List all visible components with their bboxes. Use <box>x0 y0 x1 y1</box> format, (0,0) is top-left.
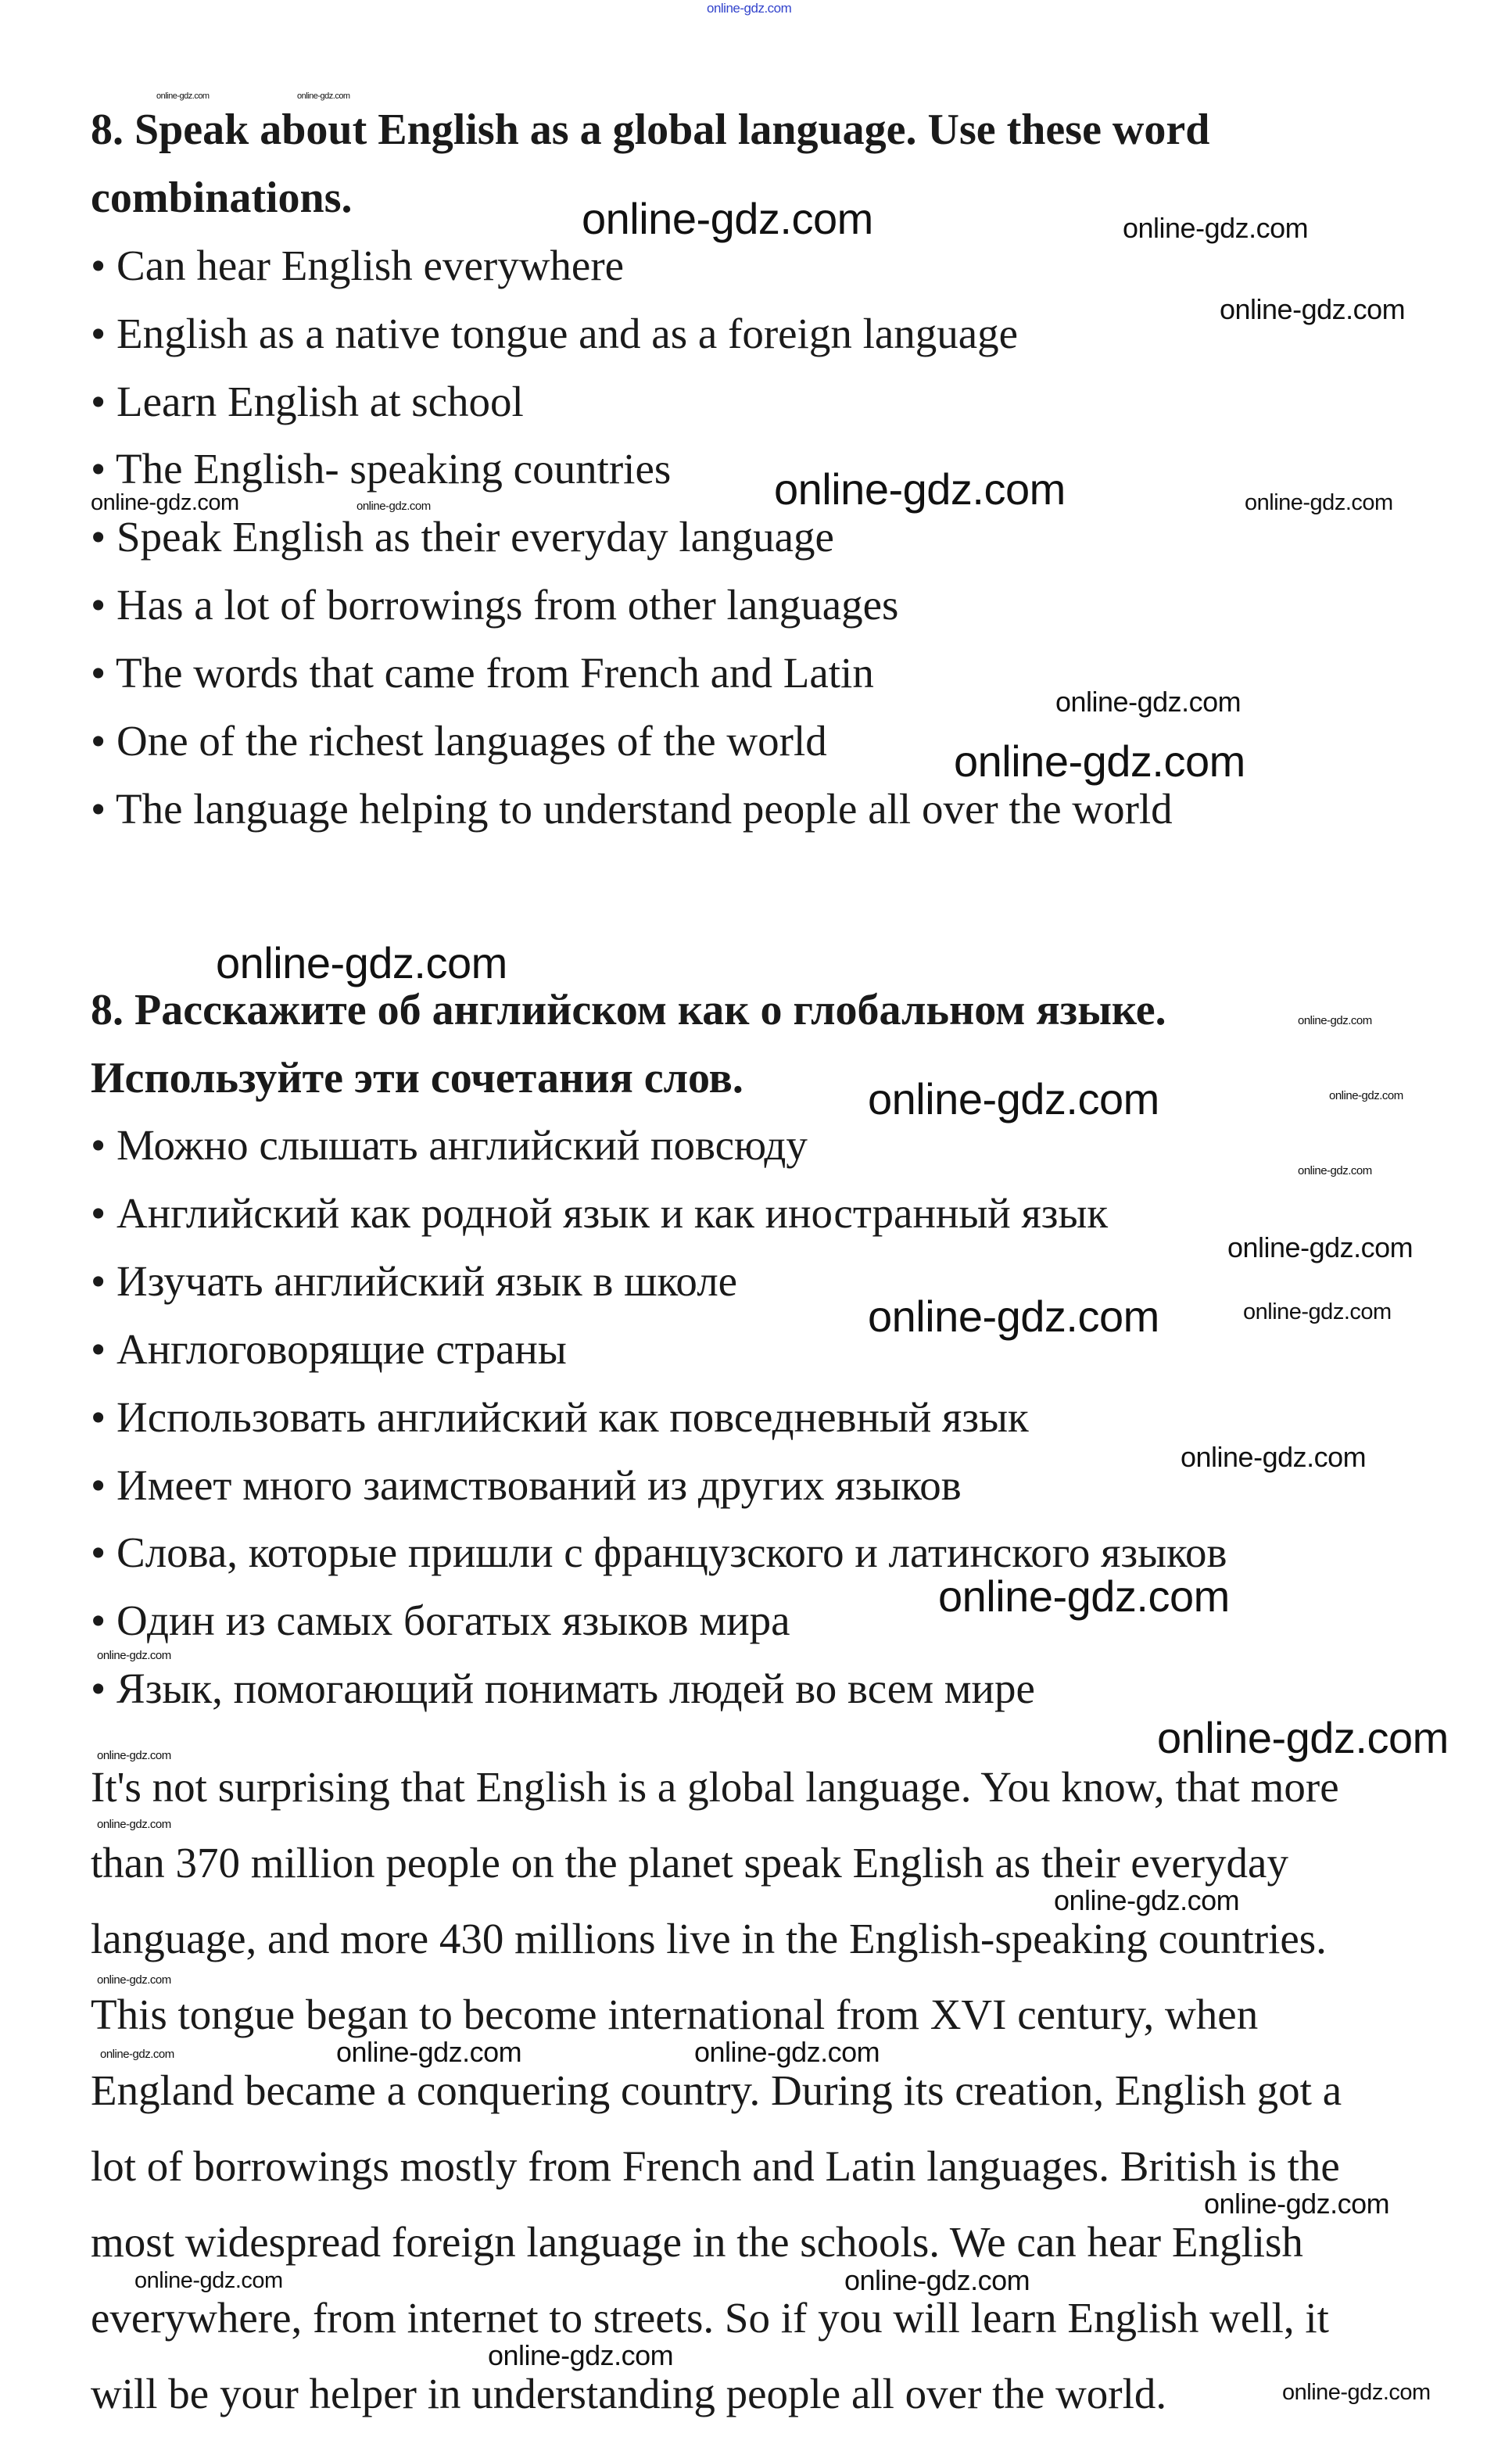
watermark: online-gdz.com <box>1282 2380 1431 2405</box>
essay-line: England became a conquering country. During its creation, English got a <box>91 2066 1342 2114</box>
watermark: online-gdz.com <box>1055 686 1241 718</box>
list-item: • The language helping to understand people all over the world <box>91 785 1173 833</box>
watermark: online-gdz.com <box>1298 1014 1372 1027</box>
essay-line: than 370 million people on the planet speak English as their everyday <box>91 1839 1288 1887</box>
list-item: • Learn English at school <box>91 378 524 425</box>
task-heading-ru: 8. Расскажите об английском как о глобальном языке. <box>91 986 1166 1034</box>
list-item: • Можно слышать английский повсюду <box>91 1121 808 1169</box>
list-item: • One of the richest languages of the world <box>91 717 827 765</box>
watermark: online-gdz.com <box>297 91 350 101</box>
watermark: online-gdz.com <box>868 1074 1159 1123</box>
list-item: • Язык, помогающий понимать людей во всем мире <box>91 1665 1035 1712</box>
watermark: online-gdz.com <box>488 2339 674 2371</box>
list-item: • Has a lot of borrowings from other languages <box>91 581 899 629</box>
essay-line: will be your helper in understanding people all over the world. <box>91 2370 1167 2417</box>
list-item: • The English- speaking countries <box>91 445 672 493</box>
watermark: online-gdz.com <box>938 1571 1230 1621</box>
watermark: online-gdz.com <box>216 938 507 987</box>
watermark: online-gdz.com <box>97 1973 171 1987</box>
list-item: • Имеет много заимствований из других языков <box>91 1461 962 1509</box>
list-item: • Англоговорящие страны <box>91 1325 567 1373</box>
watermark: online-gdz.com <box>707 1 792 16</box>
watermark: online-gdz.com <box>844 2264 1030 2296</box>
watermark: online-gdz.com <box>134 2268 283 2293</box>
list-item: • Английский как родной язык и как иностранный язык <box>91 1189 1109 1237</box>
essay-line: lot of borrowings mostly from French and Latin languages. British is the <box>91 2142 1340 2190</box>
list-item: • Слова, которые пришли с французского и латинского языков <box>91 1528 1227 1576</box>
essay-line: This tongue began to become international from XVI century, when <box>91 1991 1259 2038</box>
watermark: online-gdz.com <box>357 500 431 513</box>
watermark: online-gdz.com <box>694 2036 880 2068</box>
watermark: online-gdz.com <box>1245 490 1393 515</box>
watermark: online-gdz.com <box>1298 1164 1372 1177</box>
essay-line: most widespread foreign language in the schools. We can hear English <box>91 2218 1303 2266</box>
watermark: online-gdz.com <box>774 464 1066 514</box>
list-item: • Speak English as their everyday language <box>91 513 834 561</box>
watermark: online-gdz.com <box>100 2048 174 2061</box>
list-item: • Использовать английский как повседневный язык <box>91 1393 1029 1441</box>
watermark: online-gdz.com <box>1243 1299 1392 1324</box>
watermark: online-gdz.com <box>1054 1884 1240 1916</box>
watermark: online-gdz.com <box>1157 1713 1449 1762</box>
task-heading-en: combinations. <box>91 174 353 222</box>
watermark: online-gdz.com <box>582 194 873 243</box>
watermark: online-gdz.com <box>1220 293 1406 325</box>
essay-line: language, and more 430 millions live in the English-speaking countries. <box>91 1915 1327 1962</box>
watermark: online-gdz.com <box>954 736 1245 786</box>
watermark: online-gdz.com <box>1329 1089 1403 1102</box>
watermark: online-gdz.com <box>1204 2188 1390 2220</box>
list-item: • English as a native tongue and as a foreign language <box>91 310 1019 357</box>
essay-line: everywhere, from internet to streets. So if you will learn English well, it <box>91 2294 1329 2342</box>
watermark: online-gdz.com <box>1181 1441 1367 1473</box>
list-item: • Один из самых богатых языков мира <box>91 1597 790 1644</box>
watermark: online-gdz.com <box>1123 212 1309 244</box>
watermark: online-gdz.com <box>156 91 210 101</box>
task-heading-ru: Используйте эти сочетания слов. <box>91 1054 743 1102</box>
watermark: online-gdz.com <box>336 2036 522 2068</box>
watermark: online-gdz.com <box>97 1818 171 1831</box>
list-item: • Изучать английский язык в школе <box>91 1257 738 1305</box>
watermark: online-gdz.com <box>868 1292 1159 1341</box>
essay-line: It's not surprising that English is a global language. You know, that more <box>91 1763 1339 1811</box>
watermark: online-gdz.com <box>97 1649 171 1662</box>
list-item: • Can hear English everywhere <box>91 242 625 289</box>
task-heading-en: 8. Speak about English as a global language. Use these word <box>91 106 1210 154</box>
watermark: online-gdz.com <box>1227 1231 1413 1263</box>
watermark: online-gdz.com <box>97 1749 171 1762</box>
list-item: • The words that came from French and Latin <box>91 649 874 697</box>
watermark: online-gdz.com <box>91 490 239 515</box>
